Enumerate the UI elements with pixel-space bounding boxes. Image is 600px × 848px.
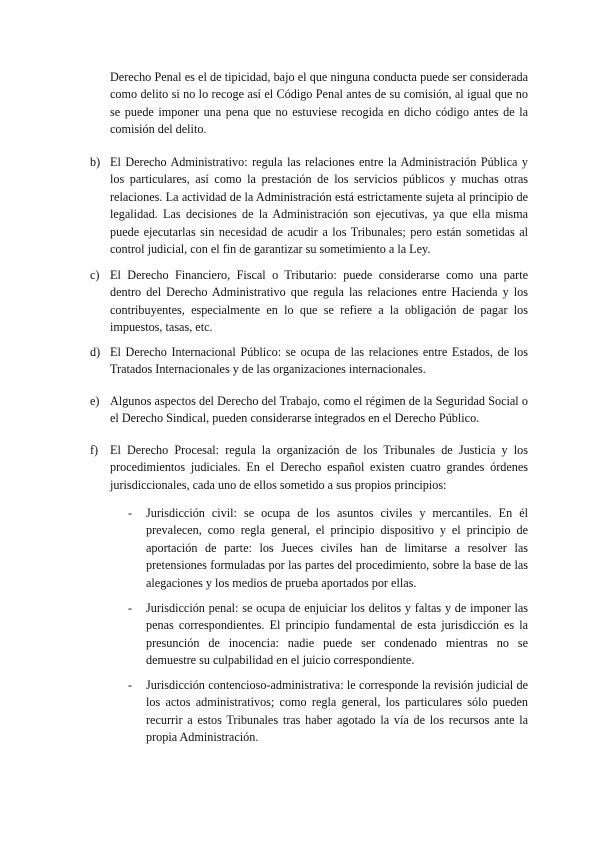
list-item-procesal: El Derecho Procesal: regula la organización de los Tribunales de Justicia y los procedimientos judiciales. En el Derecho español existen cuatro grandes órdenes jurisdiccionales, cada uno de ellos sometido a sus propios principios: <box>110 443 528 492</box>
sublist-item-civil: Jurisdicción civil: se ocupa de los asuntos civiles y mercantiles. En él prevalecen, como regla general, el principio dispositivo y el principio de aportación de parte: los Jueces civiles han de limitarse a resolver las pretensiones formuladas por las partes del procedimiento, sobre la base de las alegaciones y los medios de prueba aportados por ellas. <box>146 506 528 590</box>
intro-paragraph: Derecho Penal es el de tipicidad, bajo el que ninguna conducta puede ser considerada como delito si no lo recoge así el Código Penal antes de su comisión, al igual que no se puede imponer una pena que no estuviese recogida en dicho código antes de la comisión del delito. <box>110 70 528 137</box>
list-marker-e: e) <box>90 394 100 408</box>
sublist-dash-contencioso: - <box>128 678 133 692</box>
list-marker-b: b) <box>90 155 101 169</box>
sublist-dash-civil: - <box>128 506 133 520</box>
list-marker-c: c) <box>90 268 100 282</box>
sublist-item-contencioso: Jurisdicción contencioso-administrativa: le corresponde la revisión judicial de los actos administrativos; como regla general, los particulares sólo pueden recurrir a estos Tribunales tras haber agotado la vía de los recursos ante la propia Administración. <box>146 678 528 745</box>
list-item-internacional: El Derecho Internacional Público: se ocupa de las relaciones entre Estados, de los Tratados Internacionales y de las organizaciones internacionales. <box>110 345 528 377</box>
list-item-trabajo: Algunos aspectos del Derecho del Trabajo, como el régimen de la Seguridad Social o el Derecho Sindical, pueden considerarse integrados en el Derecho Público. <box>110 394 528 426</box>
list-marker-d: d) <box>90 345 101 359</box>
sublist-dash-penal: - <box>128 601 133 615</box>
list-item-financiero: El Derecho Financiero, Fiscal o Tributario: puede considerarse como una parte dentro del Derecho Administrativo que regula las relaciones entre Hacienda y los contribuyentes, especialmente en lo que se refiere a la obligación de pagar los impuestos, tasas, etc. <box>110 268 528 335</box>
sublist-item-penal: Jurisdicción penal: se ocupa de enjuiciar los delitos y faltas y de imponer las penas correspondientes. El principio fundamental de esta jurisdicción es la presunción de inocencia: nadie puede ser condenado mientras no se demuestre su culpabilidad en el juicio correspondiente. <box>146 601 528 668</box>
list-item-administrativo: El Derecho Administrativo: regula las relaciones entre la Administración Pública y los particulares, así como la prestación de los servicios públicos y muchas otras relaciones. La actividad de la Administración está estrictamente sujeta al principio de legalidad. Las decisiones de la Administración son ejecutivas, ya que ella misma puede ejecutarlas sin necesidad de acudir a los Tribunales; pero están sometidas al control judicial, con el fin de garantizar su sometimiento a la Ley. <box>110 155 528 257</box>
list-marker-f: f) <box>90 443 99 457</box>
